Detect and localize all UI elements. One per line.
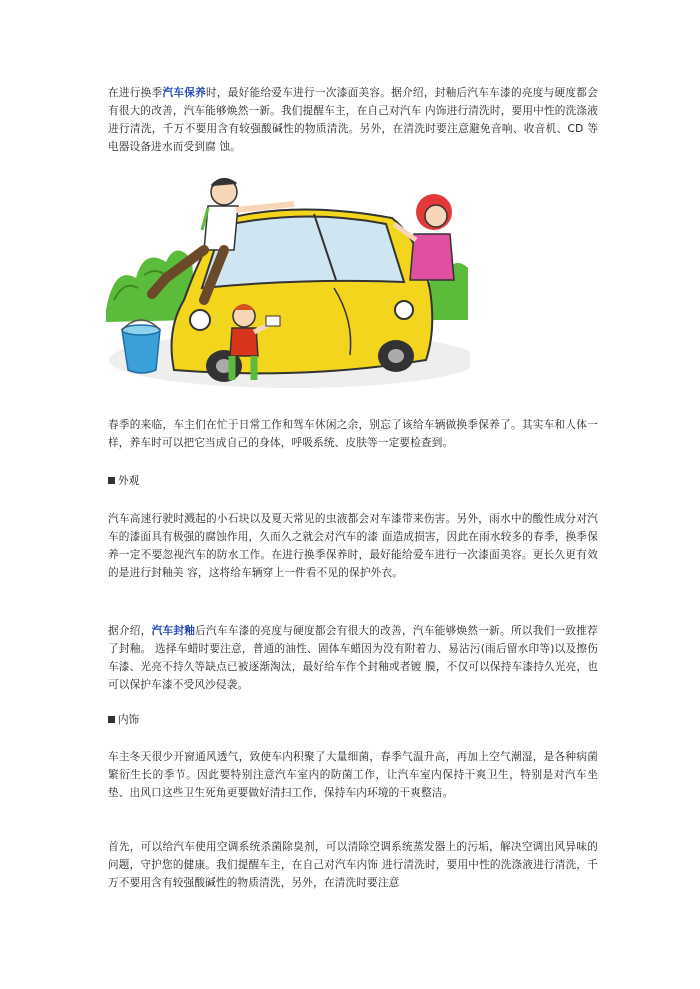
section-heading-exterior [108, 472, 139, 490]
paragraph-exterior-2 [108, 622, 598, 694]
text-run: 据介绍， [108, 625, 152, 637]
heading-text: 外观 [118, 475, 140, 487]
square-bullet-icon [108, 716, 115, 723]
paragraph-exterior-1: 汽车高速行驶时溅起的小石块以及夏天常见的虫液都会对车漆带来伤害。另外，雨水中的酸性成分对汽车的漆面具有极强的腐蚀作用，久而久之就会对汽车的漆 面造成损害，因此在雨水较多的春季，换季保养一定不要忽视汽车的防水工作。在进行换季保养时，最好能给爱车进行一次漆面美容。更长久更有效的是进行封釉美 容，这将给车辆穿上一件看不见的保护外衣。 [108, 513, 598, 579]
paragraph-intro [108, 84, 598, 156]
text-run: 时，最好能给爱车进行一次漆面美容。据介绍，封釉后汽车车漆的亮度与硬度都会有很大的改善，汽车能够焕然一新。我们提醒车主，在自己对汽车 内饰进行清洗时，要用中性的洗涤液进行清洗，千万不要用含有较强酸碱性的物质清洗。另外，在清洗时要注意避免音响、收音机、CD 等电器设备进水而受到腐 蚀。 [108, 87, 598, 153]
bucket-icon [122, 320, 160, 373]
square-bullet-icon [108, 477, 115, 484]
paragraph-interior-1: 车主冬天很少开窗通风透气，致使车内积聚了大量细菌，春季气温升高，再加上空气潮湿，是各种病菌繁衍生长的季节。因此要特别注意汽车室内的防菌工作，让汽车室内保持干爽卫生，特别是对汽车坐垫、出风口这些卫生死角更要做好清扫工作，保持车内环境的干爽整洁。 [108, 751, 598, 799]
section-heading-interior [108, 711, 139, 729]
link-car-maintenance[interactable]: 汽车保养 [162, 87, 207, 99]
paragraph-interior-2: 首先，可以给汽车使用空调系统杀菌除臭剂，可以清除空调系统蒸发器上的污垢，解决空调出风异味的问题，守护您的健康。我们提醒车主，在自己对汽车内饰 进行清洗时，要用中性的洗涤液进行清洗，千万不要用含有较强酸碱性的物质清洗，另外，在清洗时要注意 [108, 841, 598, 889]
link-car-glazing[interactable]: 汽车封釉 [151, 625, 196, 637]
text-run: 后汽车车漆的亮度与硬度都会有很大的改善，汽车能够焕然一新。所以我们一致推荐了封釉。 选择车蜡时要注意，普通的油性、固体车蜡因为没有附着力、易沾污(雨后留水印等)以及擦伤车漆、光亮不持久等缺点已被逐渐淘汰，最好给车作个封釉或者镀 膜，不仅可以保持车漆持久光亮，也可以保护车漆不受风沙侵袭。 [108, 625, 598, 691]
heading-text: 内饰 [118, 714, 140, 726]
car-wash-illustration [104, 170, 470, 392]
text-run: 在进行换季 [108, 87, 163, 99]
paragraph-spring: 春季的来临，车主们在忙于日常工作和驾车休闲之余，别忘了该给车辆做换季保养了。其实车和人体一样，养车时可以把它当成自己的身体，呼吸系统、皮肤等一定要检查到。 [108, 419, 598, 449]
